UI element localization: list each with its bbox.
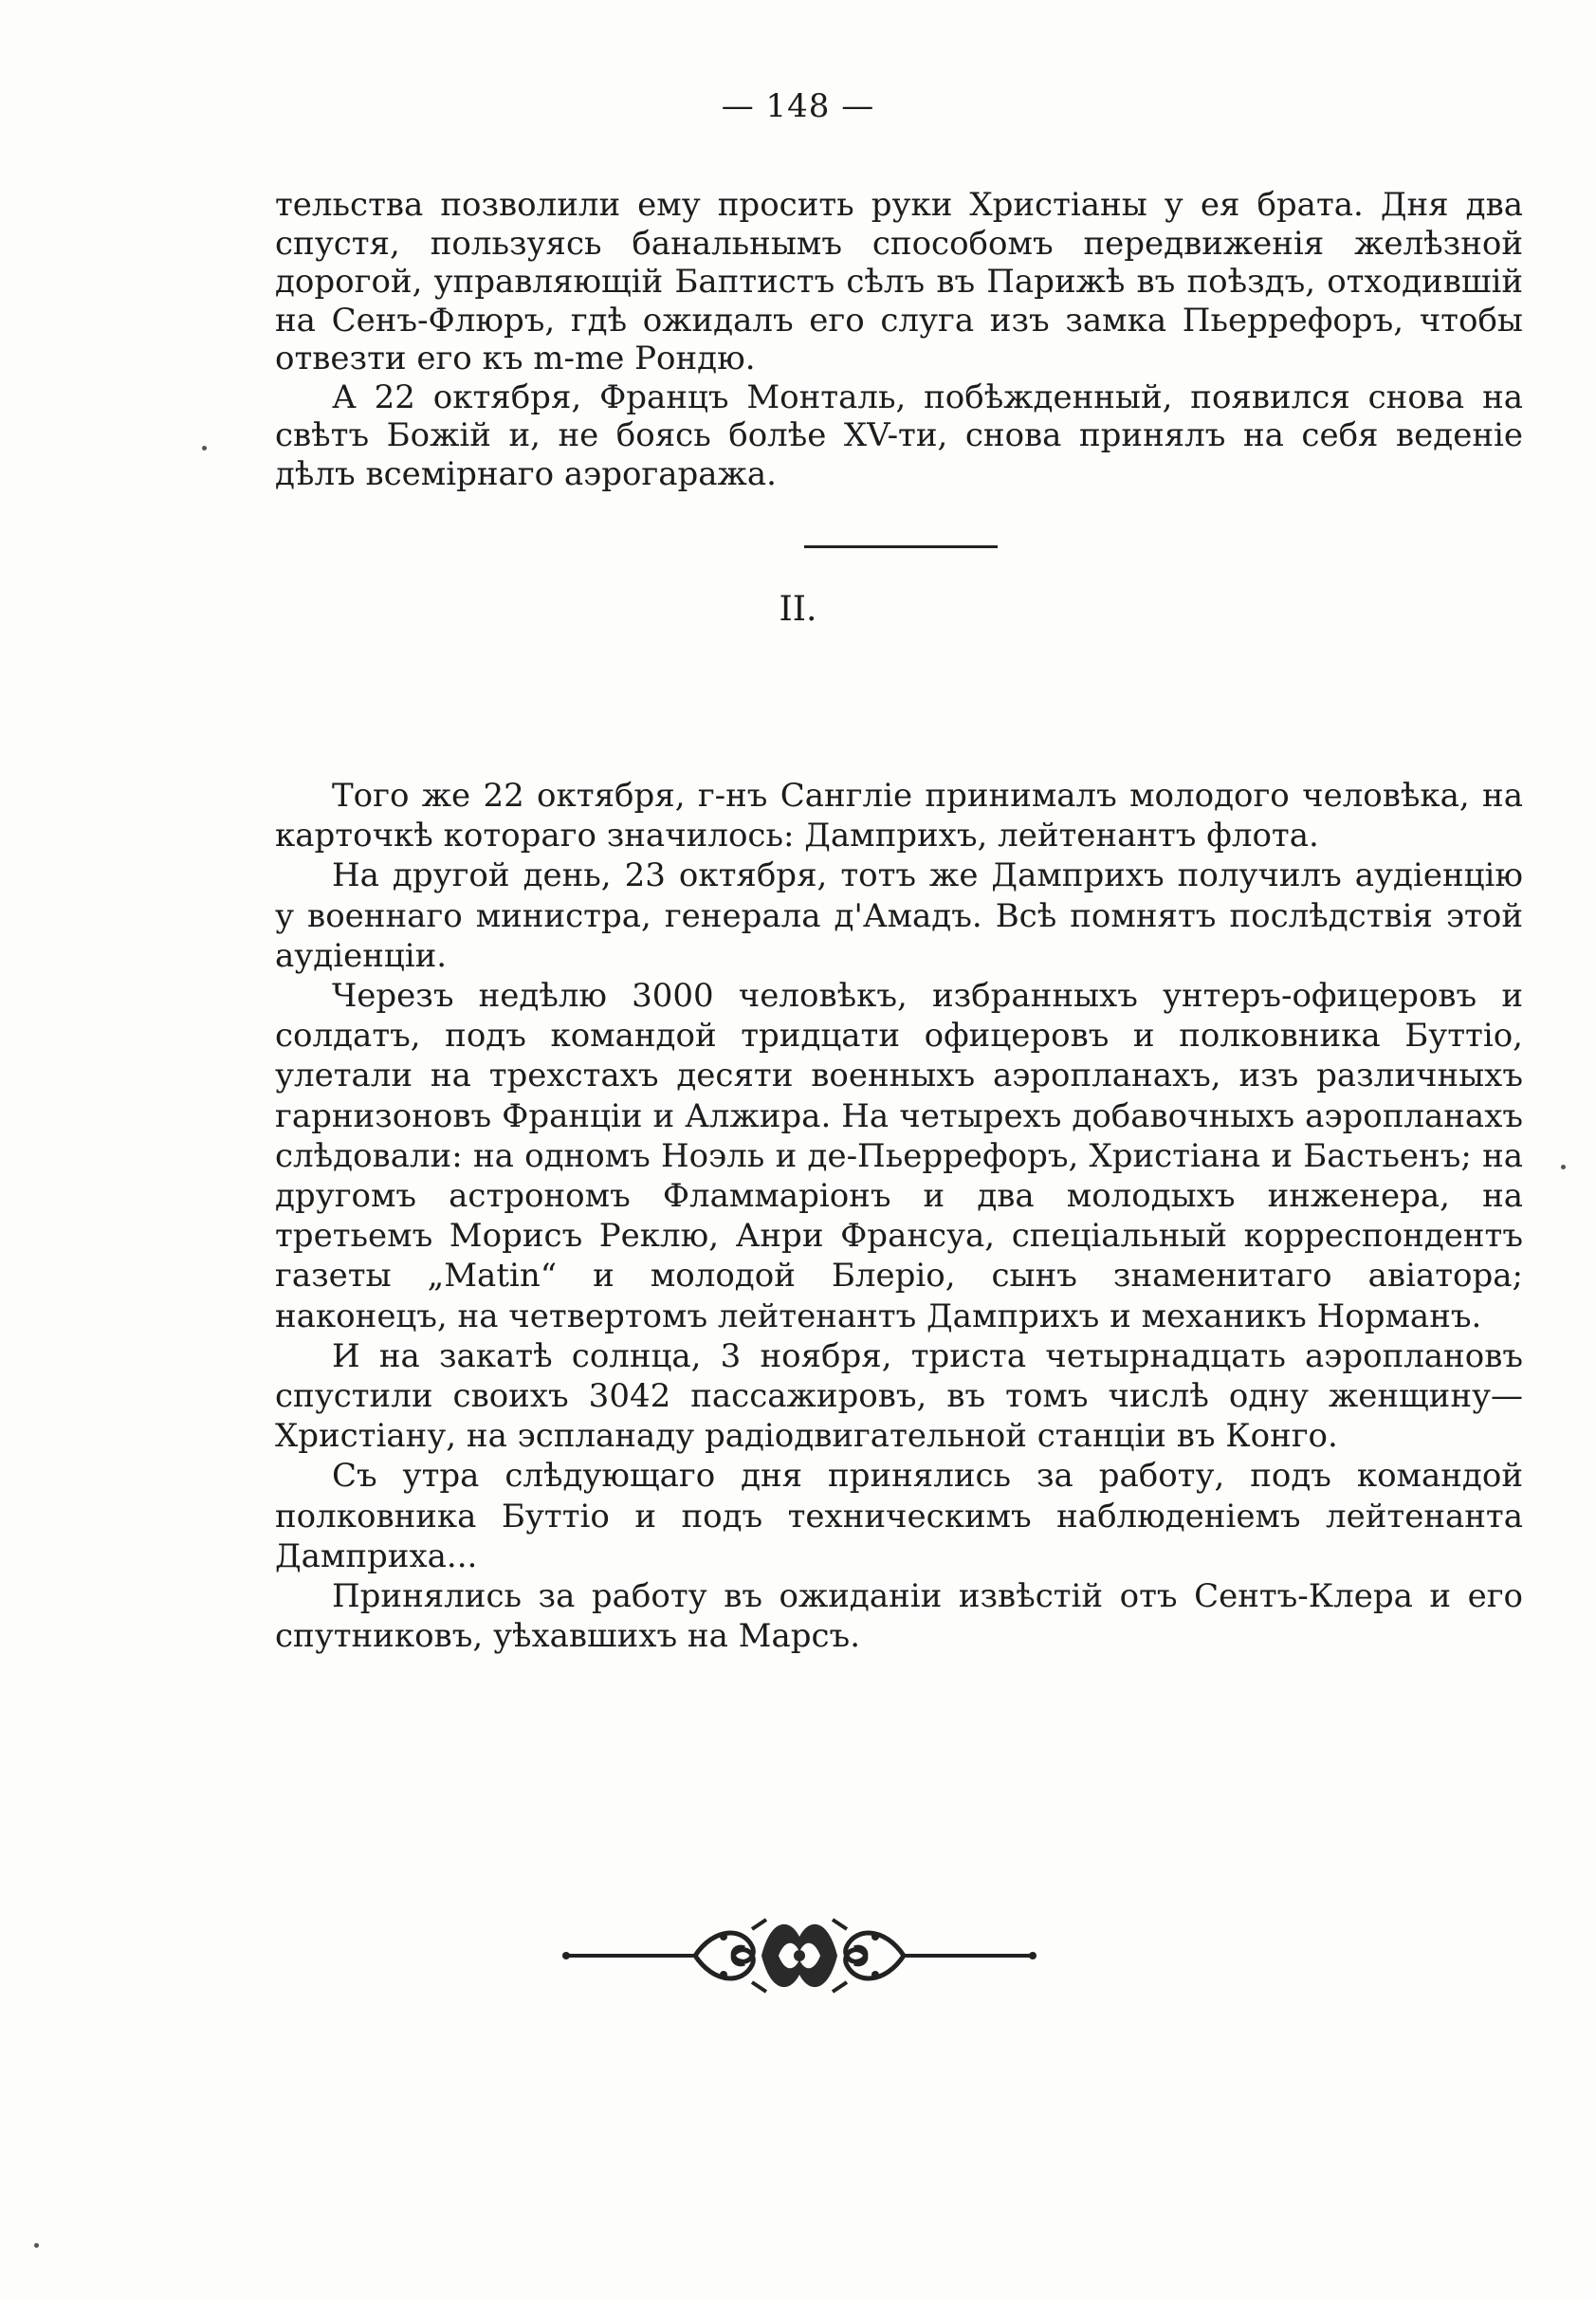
section-text — [275, 776, 1523, 1656]
paragraph: тельства позволили ему просить руки Христіаны у ея брата. Дня два спустя, пользуясь банальнымъ способомъ передвиженія желѣзной дорогой, управляющій Баптистъ сѣлъ въ Парижѣ въ поѣздъ, отходившій на Сенъ-Флюръ, гдѣ ожидалъ его слуга изъ замка Пьеррефоръ, чтобы отвезти его къ m-me Рондю. — [275, 186, 1523, 377]
paragraph: И на закатѣ солнца, 3 ноября, триста четырнадцать аэроплановъ спустили своихъ 3042 пассажировъ, въ томъ числѣ одну женщину—Христіану, на эспланаду радіодвигательной станціи въ Конго. — [275, 1336, 1523, 1456]
paragraph: А 22 октября, Францъ Монталь, побѣжденный, появился снова на свѣтъ Божій и, не боясь болѣе XV-ти, снова принялъ на себя веденіе дѣлъ всемірнаго аэрогаража. — [275, 377, 1523, 493]
continuation-text — [275, 186, 1523, 493]
paragraph: Черезъ недѣлю 3000 человѣкъ, избранныхъ унтеръ-офицеровъ и солдатъ, подъ командой тридцати офицеровъ и полковника Буттіо, улетали на трехстахъ десяти военныхъ аэропланахъ, изъ различныхъ гарнизоновъ Франціи и Алжира. На четырехъ добавочныхъ аэропланахъ слѣдовали: на одномъ Ноэль и де-Пьеррефоръ, Христіана и Бастьенъ; на другомъ астрономъ Фламмаріонъ и два молодыхъ инженера, на третьемъ Морисъ Реклю, Анри Франсуа, спеціальный корреспондентъ газеты „Matin“ и молодой Блеріо, сынъ знаменитаго авіатора; наконецъ, на четвертомъ лейтенантъ Дамприхъ и механикъ Норманъ. — [275, 977, 1523, 1335]
paragraph: Съ утра слѣдующаго дня принялись за работу, подъ командой полковника Буттіо и подъ техническимъ наблюденіемъ лейтенанта Дамприха... — [275, 1457, 1523, 1575]
paragraph: Принялись за работу въ ожиданіи извѣстій отъ Сентъ-Клера и его спутниковъ, уѣхавшихъ на Марсъ. — [275, 1577, 1523, 1656]
ornament-tailpiece-icon — [562, 1908, 1036, 2003]
paragraph: Того же 22 октября, г-нъ Санглiе принималъ молодого человѣка, на карточкѣ котораго значилось: Дамприхъ, лейтенантъ флота. — [275, 777, 1523, 855]
section-heading: II. — [779, 590, 817, 629]
paragraph: На другой день, 23 октября, тотъ же Дамприхъ получилъ аудіенцію у военнаго министра, генерала д'Амадъ. Всѣ помнятъ послѣдствія этой аудіенціи. — [275, 856, 1523, 975]
section-divider — [804, 545, 998, 548]
page-number: — 148 — — [721, 87, 875, 125]
paper-speck — [1561, 1165, 1566, 1169]
paper-speck — [34, 2243, 39, 2248]
paper-speck — [202, 446, 207, 451]
